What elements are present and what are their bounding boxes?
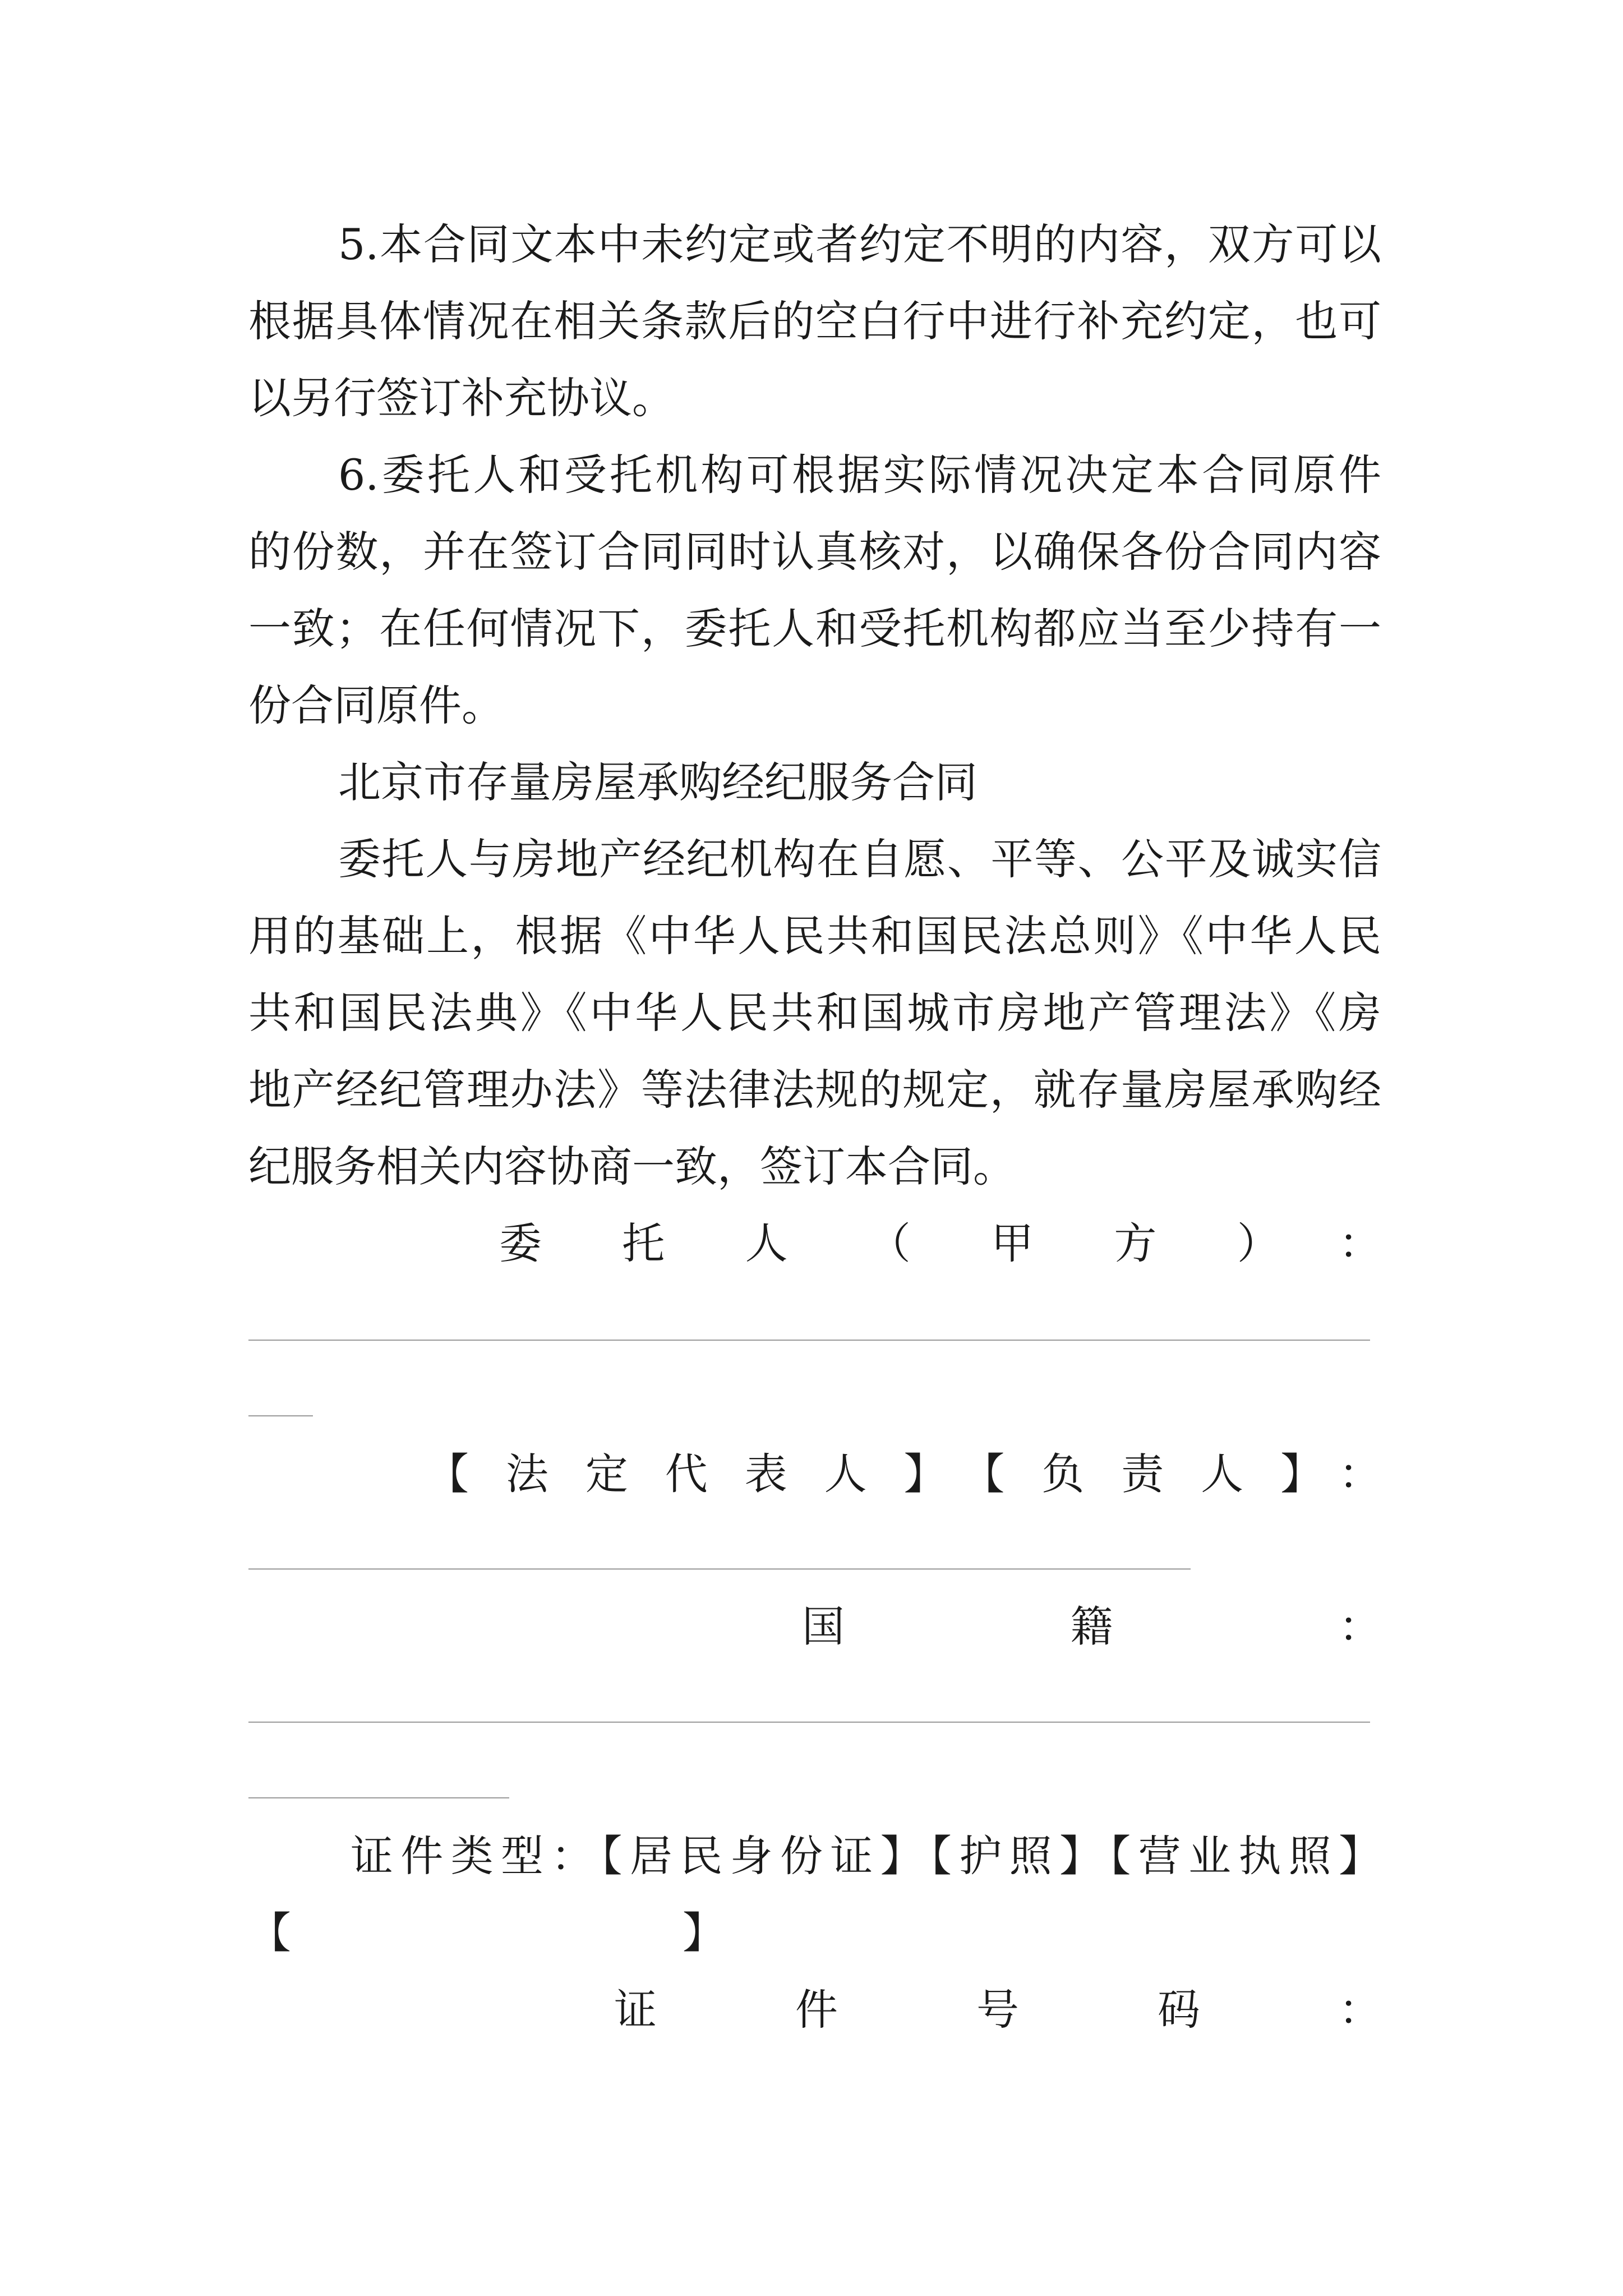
id-type-other-field[interactable]	[248, 1908, 725, 1958]
clause-5-line-2: 根据具体情况在相关条款后的空白行中进行补充约定，也可	[248, 296, 1381, 346]
preamble-line-1: 委托人与房地产经纪机构在自愿、平等、公平及诚实信	[338, 834, 1381, 884]
id-type-other-close-bracket: 】	[683, 1908, 725, 1958]
client-fill-line	[248, 1340, 1370, 1341]
nationality-label: 国籍：	[802, 1602, 1381, 1651]
preamble-line-3: 共和国民法典》《中华人民共和国城市房地产管理法》《房	[248, 988, 1381, 1038]
nationality-fill-line-continued	[248, 1797, 509, 1798]
id-type-other-open-bracket: 【	[248, 1908, 291, 1958]
id-number-label: 证件号码：	[614, 1985, 1381, 2035]
clause-5-line-3: 以另行签订补充协议。	[248, 373, 675, 423]
id-type-label: 证件类型：【居民身份证】【护照】【营业执照】	[351, 1831, 1381, 1881]
preamble-line-5: 纪服务相关内容协商一致，签订本合同。	[248, 1142, 1016, 1191]
legal-rep-fill-line	[248, 1568, 1191, 1570]
clause-6-line-3: 一致；在任何情况下，委托人和受托机构都应当至少持有一	[248, 604, 1381, 654]
preamble-line-4: 地产经纪管理办法》等法律法规的规定，就存量房屋承购经	[248, 1065, 1381, 1115]
legal-rep-label: 【法定代表人】【负责人】：	[426, 1449, 1381, 1499]
clause-6-line-4: 份合同原件。	[248, 680, 504, 730]
clause-6-line-1: 6.委托人和受托机构可根据实际情况决定本合同原件	[338, 450, 1381, 500]
contract-title: 北京市存量房屋承购经纪服务合同	[338, 757, 978, 807]
clause-6-line-2: 的份数，并在签订合同同时认真核对，以确保各份合同内容	[248, 527, 1381, 577]
client-fill-line-continued	[248, 1415, 313, 1416]
nationality-fill-line	[248, 1722, 1370, 1723]
client-label: 委托人（甲方）：	[499, 1218, 1381, 1268]
preamble-line-2: 用的基础上，根据《中华人民共和国民法总则》《中华人民	[248, 911, 1381, 961]
clause-5-line-1: 5.本合同文本中未约定或者约定不明的内容，双方可以	[338, 219, 1381, 269]
